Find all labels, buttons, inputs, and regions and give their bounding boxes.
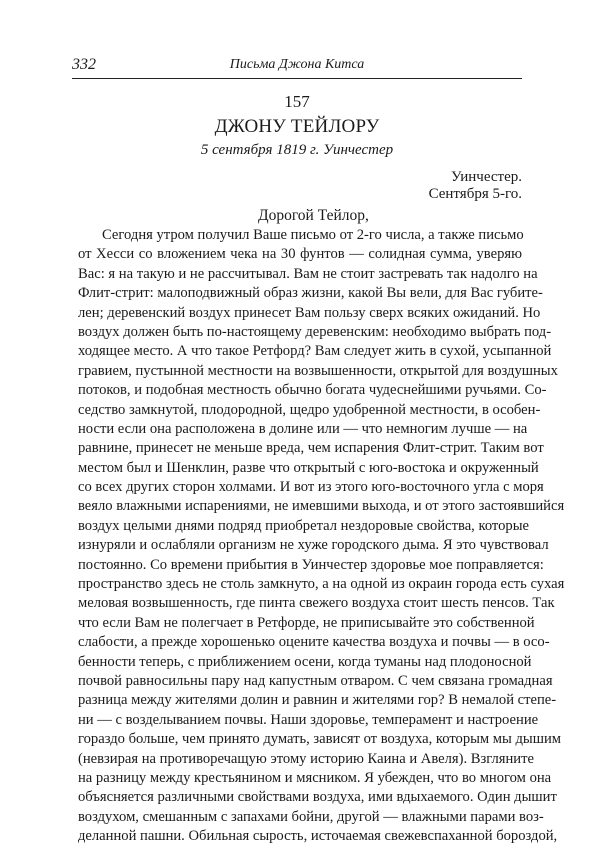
text-line: деланной пашни. Обильная сырость, источаемая свежевспаханной бороздой, (78, 828, 558, 845)
text-line: Сегодня утром получил Ваше письмо от 2-го числа, а также письмо (102, 227, 524, 243)
text-line: воздух должен быть по-настоящему деревенским: необходимо выбрать под- (78, 323, 552, 340)
text-line: равнине, принесет не меньше вреда, чем испарения Флит-стрит. Таким вот (78, 440, 544, 457)
text-line: Вас: я на такую и не рассчитывал. Вам не стоит застревать так надолго на (78, 265, 538, 282)
page-header (72, 56, 522, 79)
letter-title: ДЖОНУ ТЕЙЛОРУ (214, 116, 380, 137)
text-line: веяло влажными испарениями, не имевшими выхода, и от этого застоявшийся (78, 498, 565, 515)
page-number: 332 (72, 56, 96, 73)
text-line: воздухом, смешанным с запахами бойни, другой — влажными парами воз- (78, 808, 544, 825)
text-line: объясняется различными свойствами воздуха, ими вдыхаемого. Один дышит (78, 789, 557, 806)
text-line: ни — с возделыванием почвы. Наши здоровье, темперамент и настроение (78, 711, 539, 728)
text-line: постоянно. Со времени прибытия в Уинчестер здоровье мое поправляется: (78, 556, 544, 573)
text-line: потоков, и подобная местность обычно богата чудеснейшими ручьями. Со- (78, 382, 547, 399)
text-line: почвой равносильны пару над капустным отваром. С чем связана громадная (78, 672, 553, 689)
text-line: лен; деревенский воздух принесет Вам пользу сверх всяких ожиданий. Но (78, 304, 541, 321)
text-line: пространство здесь не столь замкнуто, а на одной из окраин города есть сухая (78, 576, 565, 593)
text-line: седство замкнутой, плодородной, щедро удобренной местности, в особен- (78, 401, 541, 418)
text-line: Флит-стрит: малоподвижный образ жизни, какой Вы вели, для Вас губите- (78, 285, 543, 302)
text-line: что если Вам не полегчает в Ретфорде, не приписывайте это собственной (78, 614, 535, 631)
text-line: со всех других сторон холмами. И вот из этого юго-восточного угла с моря (78, 479, 544, 496)
text-line: гораздо больше, чем принято думать, зависят от воздуха, которым мы дышим (78, 731, 562, 748)
text-line: ходящее место. А что такое Ретфорд? Вам следует жить в сухой, усыпанной (78, 343, 552, 360)
text-line: (невзирая на противоречащую этому историю Каина и Авеля). Взгляните (78, 750, 534, 767)
text-line: разница между жителями долин и равнин и жителями гор? В немалой степе- (78, 692, 557, 709)
letter-place: Уинчестер. (450, 169, 522, 185)
letter-number: 157 (284, 92, 310, 111)
text-line: от Хесси со вложением чека на 30 фунтов — солидная сумма, уверяю (78, 246, 522, 263)
text-line: изнуряли и ослабляли организм не хуже городского дыма. Я это чувствовал (78, 537, 549, 554)
letter-date-line: 5 сентября 1819 г. Уинчестер (200, 142, 394, 158)
text-line: меловая возвышенность, где пинта свежего воздуха стоит шесть пенсов. Так (78, 595, 555, 612)
text-line: ности если она расположена в долине или — что немногим лучше — на (78, 420, 528, 437)
text-line: воздух целыми днями подряд приобретал нездоровые свойства, которые (78, 517, 529, 534)
text-line: на разницу между крестьянином и мясником. Я убежден, что во многом она (78, 769, 552, 786)
text-line: бенности теперь, с приближением осени, когда туманы над плодоносной (78, 653, 532, 670)
text-line: гравием, пустынной местности на возвышенности, открытой для воздушных (78, 362, 558, 379)
salutation: Дорогой Тейлор, (258, 207, 369, 224)
running-head: Письма Джона Китса (229, 57, 365, 72)
text-line: местом был и Шенклин, разве что открытый с юго-востока и окруженный (78, 459, 539, 476)
letter-date: Сентября 5-го. (428, 186, 522, 202)
letter-body (78, 226, 565, 847)
text-line: слабости, а прежде хорошенько оцените качества воздуха и почвы — в осо- (78, 634, 550, 651)
